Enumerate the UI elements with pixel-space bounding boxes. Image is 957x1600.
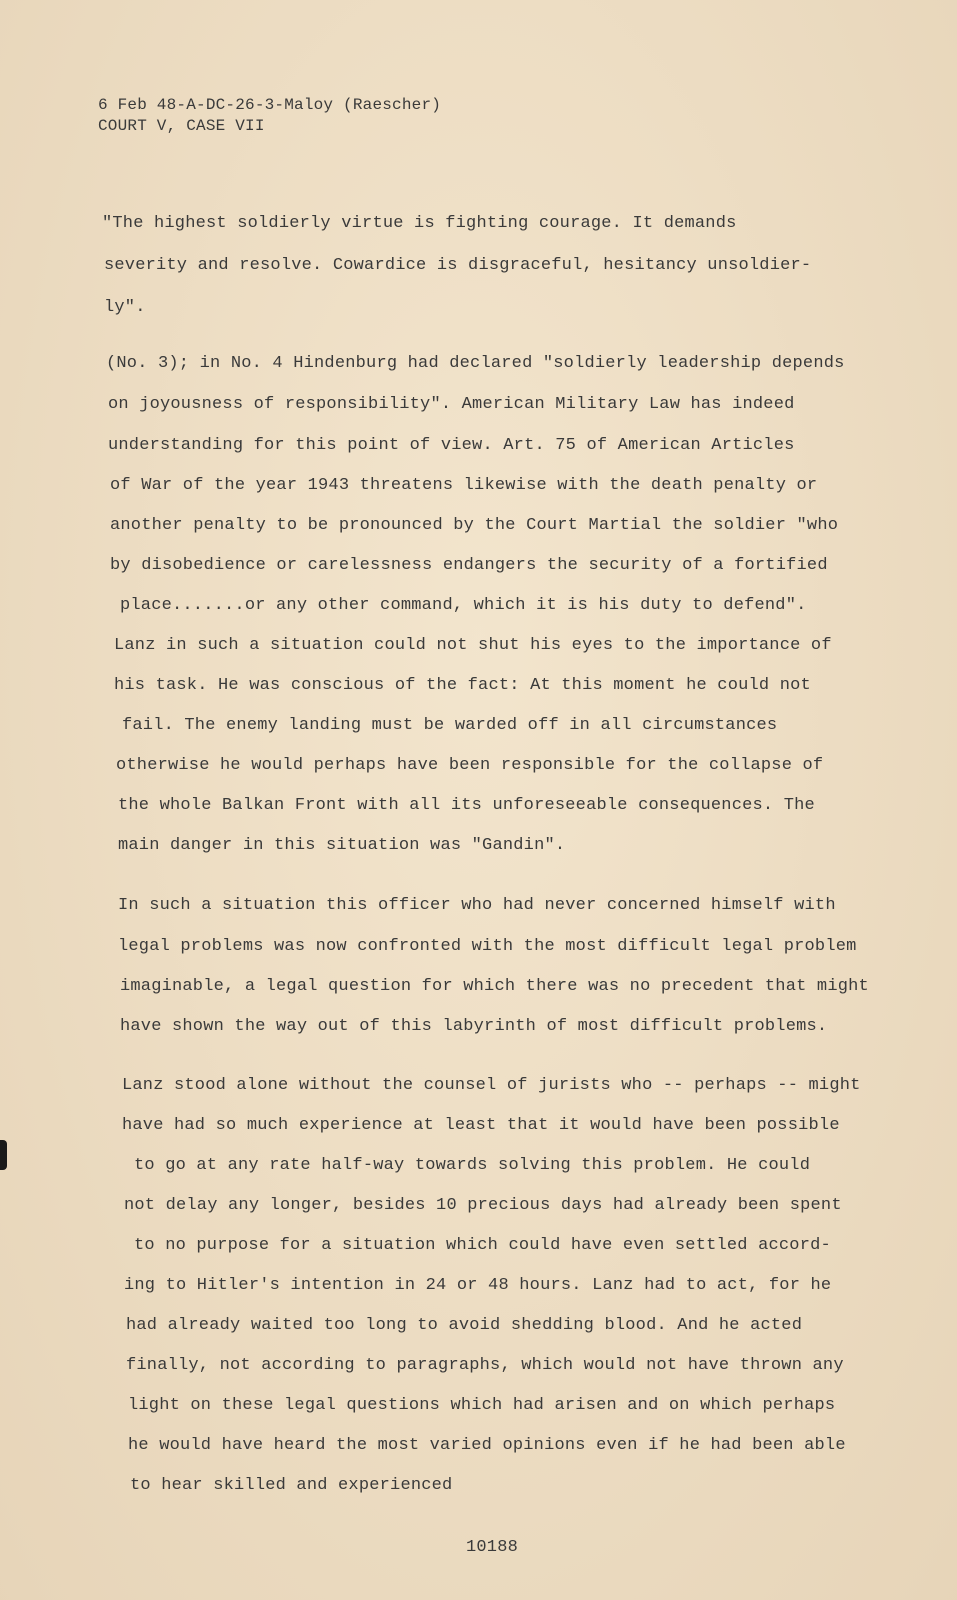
body-line: by disobedience or carelessness endangers the security of a fortified — [110, 556, 828, 575]
header-court-case: COURT V, CASE VII — [98, 117, 265, 135]
body-line: not delay any longer, besides 10 precious days had already been spent — [124, 1196, 842, 1215]
body-line: (No. 3); in No. 4 Hindenburg had declared "soldierly leadership depends — [106, 354, 845, 373]
body-line: place.......or any other command, which it is his duty to defend". — [120, 596, 807, 615]
body-line: another penalty to be pronounced by the Court Martial the soldier "who — [110, 516, 839, 535]
body-line: have had so much experience at least that it would have been possible — [122, 1116, 840, 1135]
body-line: have shown the way out of this labyrinth of most difficult problems. — [120, 1017, 828, 1036]
body-line: to go at any rate half-way towards solving this problem. He could — [134, 1156, 811, 1175]
body-line: he would have heard the most varied opinions even if he had been able — [128, 1436, 846, 1455]
quote-line: severity and resolve. Cowardice is disgraceful, hesitancy unsoldier- — [104, 256, 812, 275]
header-reference: 6 Feb 48-A-DC-26-3-Maloy (Raescher) — [98, 96, 442, 114]
body-line: had already waited too long to avoid shedding blood. And he acted — [126, 1316, 803, 1335]
body-line: Lanz stood alone without the counsel of jurists who -- perhaps -- might — [122, 1076, 861, 1095]
body-line: In such a situation this officer who had never concerned himself with — [118, 896, 836, 915]
body-line: of War of the year 1943 threatens likewise with the death penalty or — [110, 476, 818, 495]
body-line: ing to Hitler's intention in 24 or 48 hours. Lanz had to act, for he — [124, 1276, 832, 1295]
body-line: on joyousness of responsibility". American Military Law has indeed — [108, 395, 795, 414]
body-line: fail. The enemy landing must be warded off in all circumstances — [122, 716, 778, 735]
quote-line: "The highest soldierly virtue is fighting courage. It demands — [102, 214, 737, 233]
body-line: finally, not according to paragraphs, which would not have thrown any — [126, 1356, 844, 1375]
body-line: the whole Balkan Front with all its unforeseeable consequences. The — [118, 796, 815, 815]
page-number: 10188 — [466, 1538, 519, 1557]
body-line: to no purpose for a situation which could have even settled accord- — [134, 1236, 831, 1255]
body-line: understanding for this point of view. Art. 75 of American Articles — [108, 436, 795, 455]
body-line: main danger in this situation was "Gandin". — [118, 836, 566, 855]
body-line: imaginable, a legal question for which there was no precedent that might — [120, 977, 869, 996]
body-line: light on these legal questions which had arisen and on which perhaps — [128, 1396, 836, 1415]
body-line: to hear skilled and experienced — [130, 1476, 453, 1495]
body-line: his task. He was conscious of the fact: At this moment he could not — [114, 676, 811, 695]
body-line: legal problems was now confronted with the most difficult legal problem — [118, 937, 857, 956]
body-line: otherwise he would perhaps have been responsible for the collapse of — [116, 756, 824, 775]
quote-line: ly". — [104, 298, 146, 317]
binder-mark — [0, 1140, 7, 1170]
body-line: Lanz in such a situation could not shut his eyes to the importance of — [114, 636, 832, 655]
